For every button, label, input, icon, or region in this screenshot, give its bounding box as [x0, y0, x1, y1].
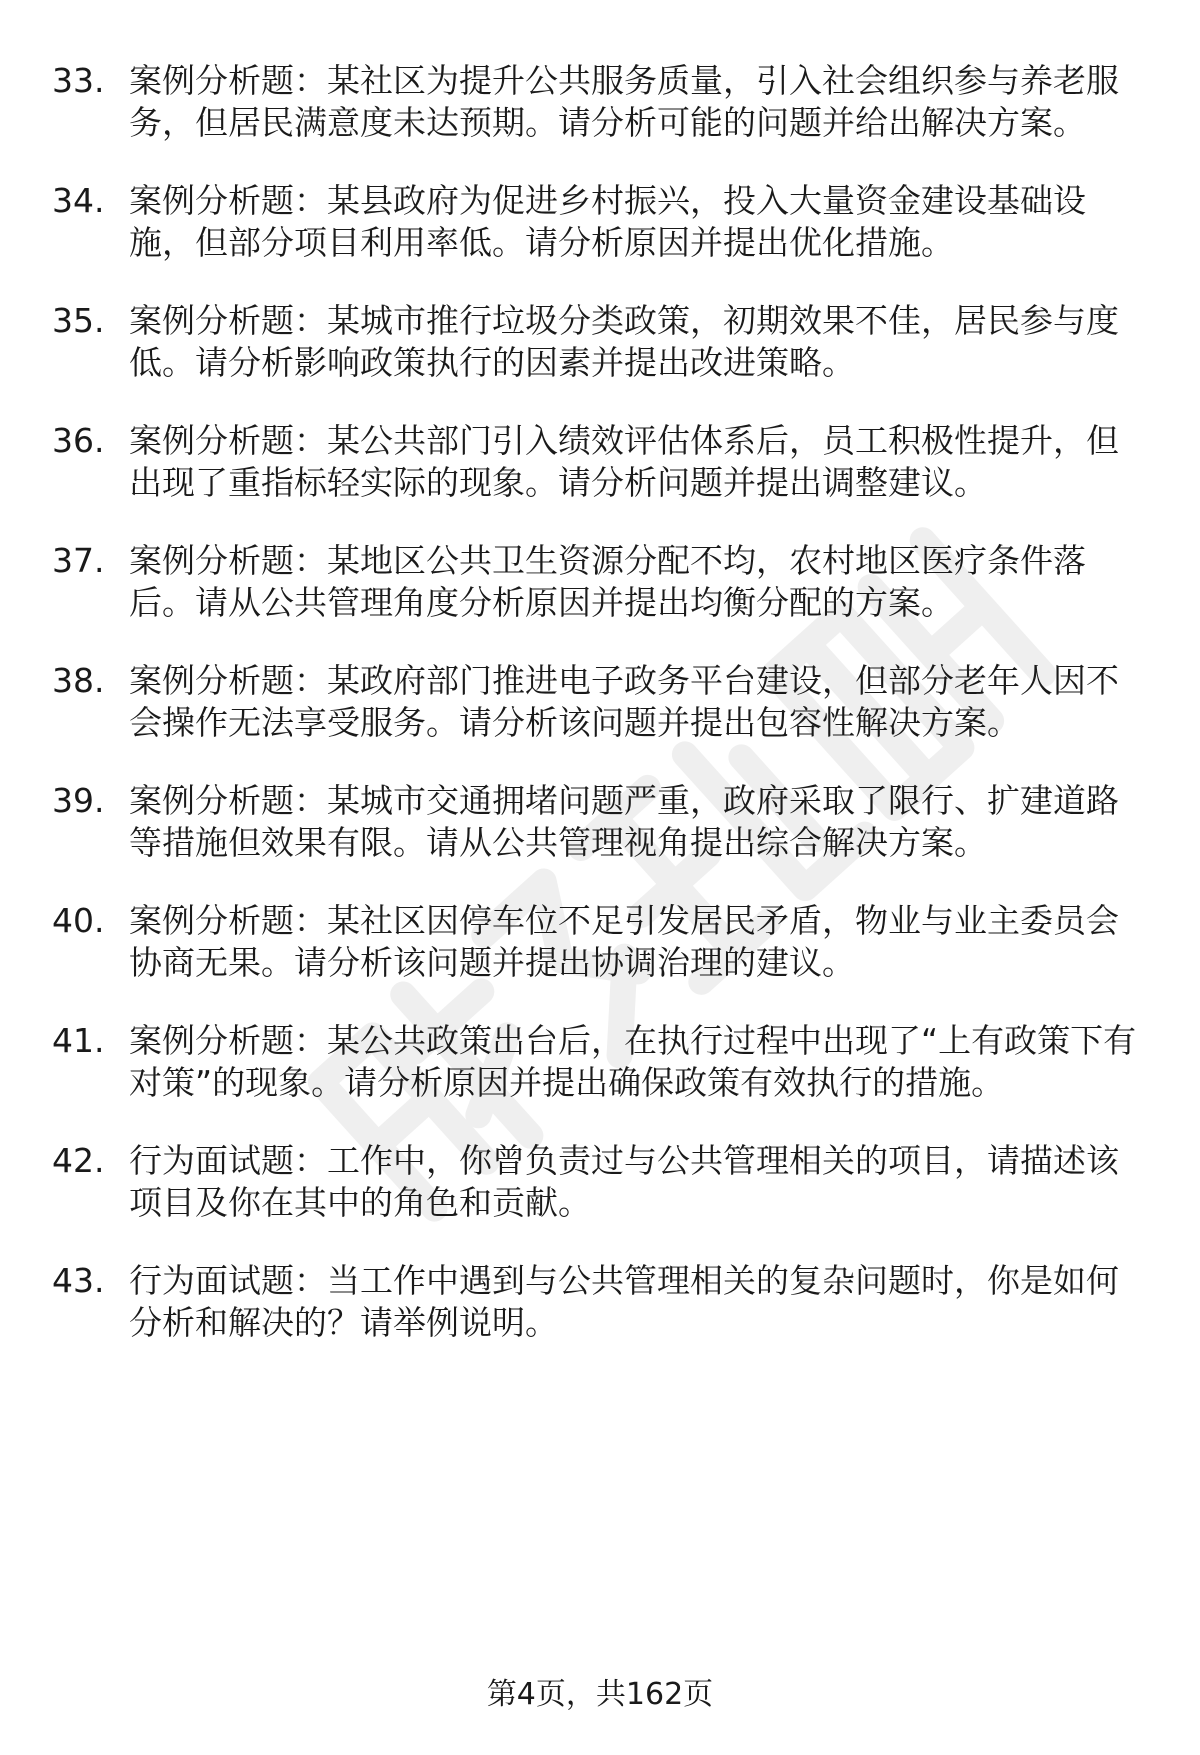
question-text: 案例分析题：某地区公共卫生资源分配不均，农村地区医疗条件落后。请从公共管理角度分析原因并提出均衡分配的方案。 [129, 541, 1086, 622]
question-item [52, 180, 1140, 264]
question-item [52, 780, 1140, 864]
question-number: 42. [52, 1141, 105, 1180]
question-number: 43. [52, 1261, 105, 1300]
question-number: 38. [52, 661, 105, 700]
question-number: 34. [52, 181, 105, 220]
question-text: 案例分析题：某公共政策出台后，在执行过程中出现了“上有政策下有对策”的现象。请分析原因并提出确保政策有效执行的措施。 [129, 1021, 1137, 1102]
question-number: 40. [52, 901, 105, 940]
question-item [52, 420, 1140, 504]
question-item [52, 60, 1140, 144]
question-text: 案例分析题：某城市交通拥堵问题严重，政府采取了限行、扩建道路等措施但效果有限。请从公共管理视角提出综合解决方案。 [129, 781, 1119, 862]
question-item [52, 300, 1140, 384]
question-number: 36. [52, 421, 105, 460]
question-list [52, 60, 1140, 1344]
question-item [52, 1140, 1140, 1224]
question-item [52, 540, 1140, 624]
question-number: 37. [52, 541, 105, 580]
question-text: 案例分析题：某政府部门推进电子政务平台建设，但部分老年人因不会操作无法享受服务。请分析该问题并提出包容性解决方案。 [129, 661, 1119, 742]
question-text: 案例分析题：某城市推行垃圾分类政策，初期效果不佳，居民参与度低。请分析影响政策执行的因素并提出改进策略。 [129, 301, 1119, 382]
page-footer [0, 1675, 1200, 1715]
question-text: 案例分析题：某县政府为促进乡村振兴，投入大量资金建设基础设施，但部分项目利用率低。请分析原因并提出优化措施。 [129, 181, 1086, 262]
question-item [52, 1020, 1140, 1104]
question-item [52, 1260, 1140, 1344]
question-number: 41. [52, 1021, 105, 1060]
question-item [52, 660, 1140, 744]
question-text: 案例分析题：某公共部门引入绩效评估体系后，员工积极性提升，但出现了重指标轻实际的现象。请分析问题并提出调整建议。 [129, 421, 1119, 502]
question-item [52, 900, 1140, 984]
question-text: 案例分析题：某社区因停车位不足引发居民矛盾，物业与业主委员会协商无果。请分析该问题并提出协调治理的建议。 [129, 901, 1119, 982]
question-number: 35. [52, 301, 105, 340]
page-number-label: 第4页，共162页 [486, 1677, 714, 1712]
question-number: 39. [52, 781, 105, 820]
question-text: 案例分析题：某社区为提升公共服务质量，引入社会组织参与养老服务，但居民满意度未达预期。请分析可能的问题并给出解决方案。 [129, 61, 1119, 142]
question-number: 33. [52, 61, 105, 100]
question-text: 行为面试题：当工作中遇到与公共管理相关的复杂问题时，你是如何分析和解决的？请举例说明。 [129, 1261, 1119, 1342]
question-text: 行为面试题：工作中，你曾负责过与公共管理相关的项目，请描述该项目及你在其中的角色和贡献。 [129, 1141, 1119, 1222]
